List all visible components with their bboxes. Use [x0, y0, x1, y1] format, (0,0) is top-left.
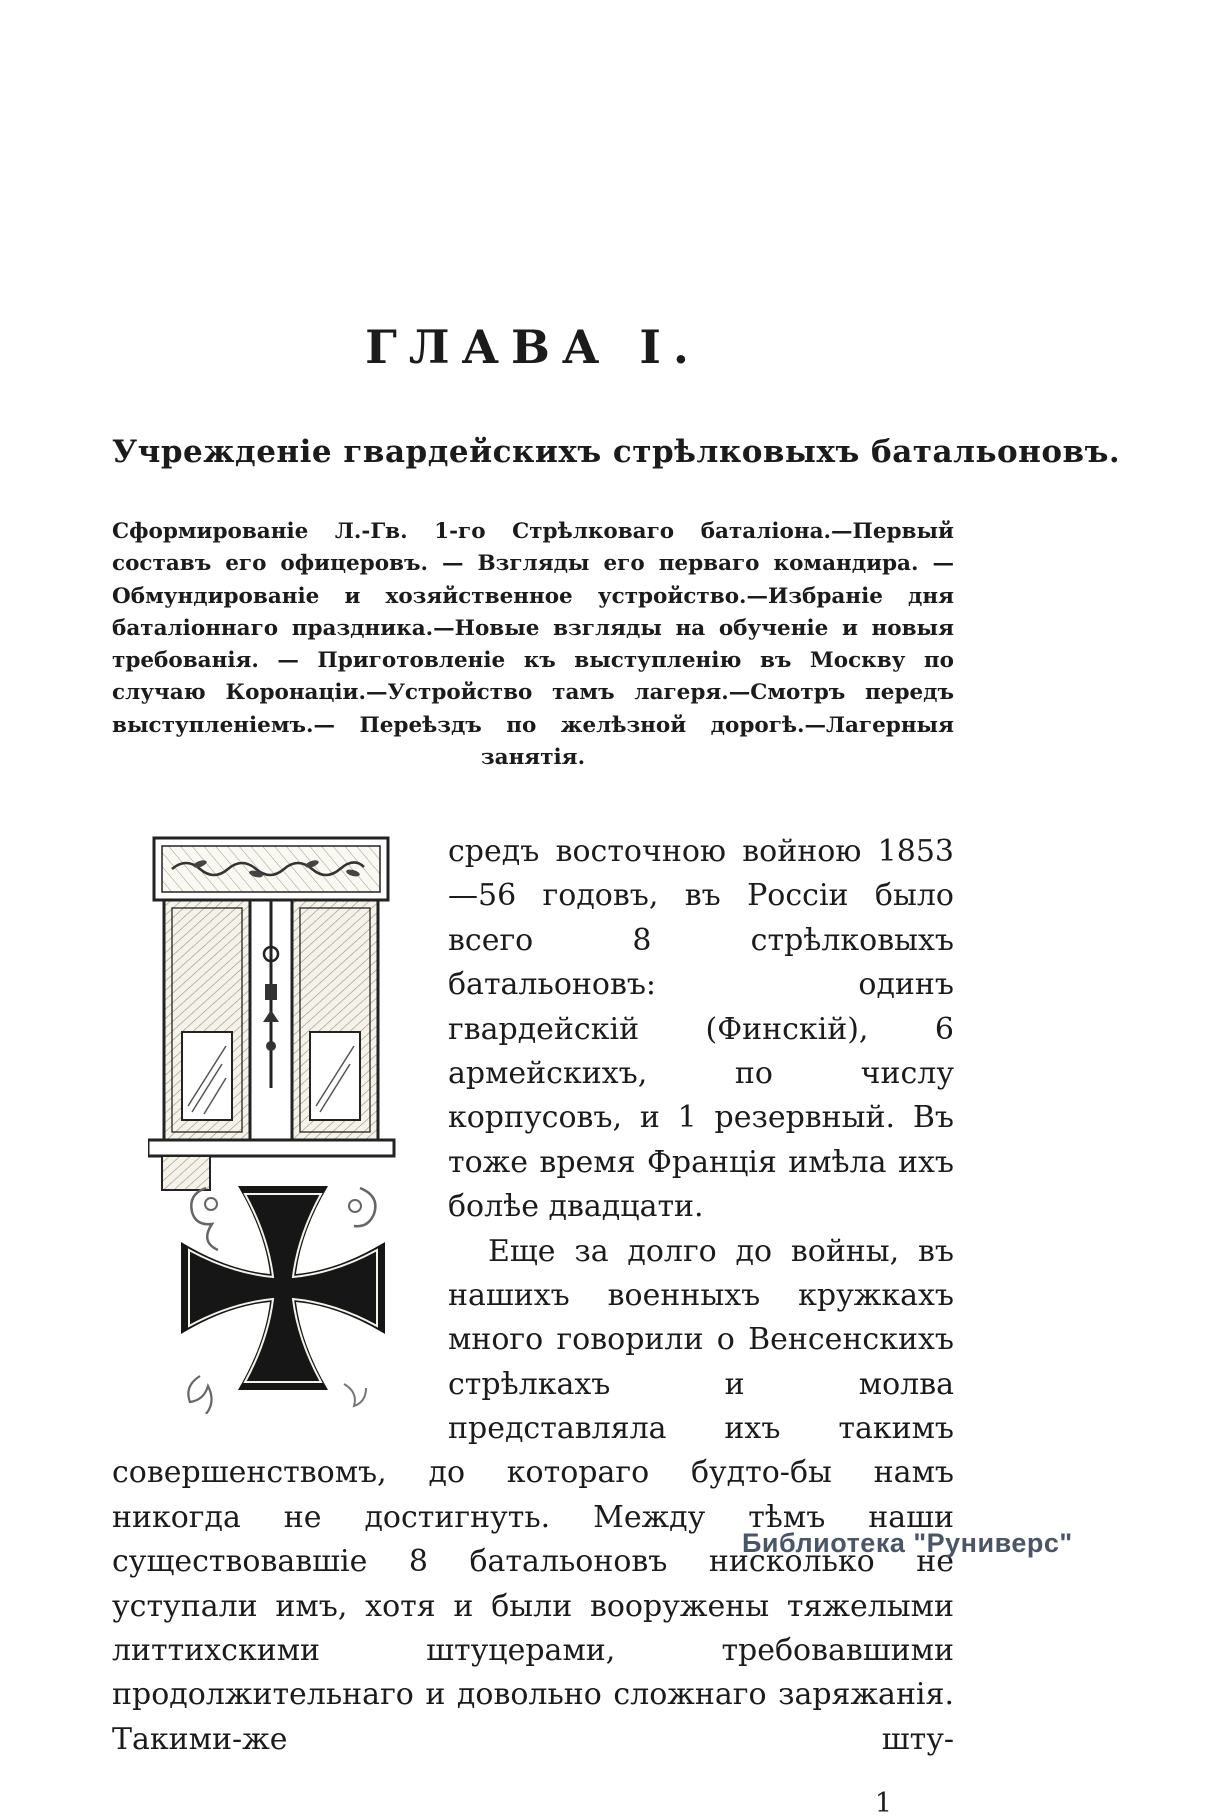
- chapter-heading: ГЛАВА I.: [365, 320, 701, 374]
- body-text: [112, 830, 954, 1762]
- paragraph-second: Еще за долго до войны, въ нашихъ военныхъ кружкахъ много говорили о Венсенскихъ стрѣлкахъ и молва представляла ихъ такимъ совершенствомъ, до котораго будто-бы намъ никогда не достигнуть. Между тѣмъ наши существовавшіе 8 батальоновъ нисколько не уступали имъ, хотя и были вооружены тяжелыми литтихскими штуцерами, требовавшими продолжительнаго и довольно сложнаго заряжанія. Такими-же шту-: [112, 1233, 954, 1757]
- page-number: 1: [874, 1788, 892, 1819]
- iron-cross-icon: [181, 1186, 385, 1390]
- monument-iron-cross-icon: [148, 836, 420, 1414]
- paragraph-first: средъ восточною войною 1853—56 годовъ, въ Россіи было всего 8 стрѣлковыхъ батальоновъ: одинъ гвардейскій (Финскій), 6 армейскихъ, по числу корпусовъ, и 1 резервный. Въ тоже время Франція имѣла ихъ болѣе двадцати.: [448, 834, 954, 1225]
- chapter-summary: Сформированіе Л.-Гв. 1-го Стрѣлковаго баталіона.—Первый составъ его офицеровъ. — Взгляды его перваго командира. — Обмундированіе и хозяйственное устройство.—Избраніе дня баталіоннаго праздника.—Новые взгляды на обученіе и новыя требованія. — Приготовленіе къ выступленію въ Москву по случаю Коронаціи.—Устройство тамъ лагеря.—Смотръ передъ выступленіемъ.— Переѣздъ по желѣзной дорогѣ.—Лагерныя занятія.: [112, 519, 954, 770]
- chapter-title: Учрежденіе гвардейскихъ стрѣлковыхъ батальоновъ.: [112, 434, 1121, 470]
- library-watermark: Библиотека "Руниверс": [742, 1528, 1073, 1558]
- drop-cap-illustration: [148, 836, 420, 1414]
